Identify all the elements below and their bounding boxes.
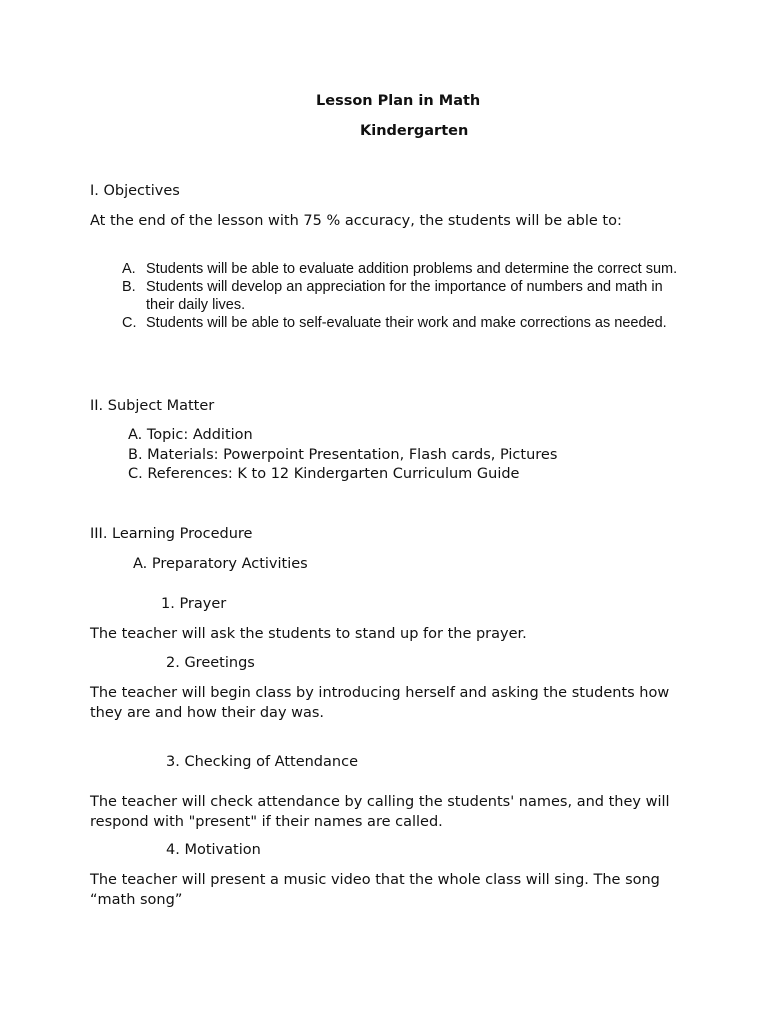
step-text-prayer: The teacher will ask the students to stand up for the prayer. [90, 626, 527, 642]
document-title: Lesson Plan in Math [316, 93, 481, 109]
procedure-heading: III. Learning Procedure [90, 526, 253, 542]
objective-text: Students will develop an appreciation for the importance of numbers and math in their daily lives. [146, 279, 663, 313]
subject-matter-item: C. References: K to 12 Kindergarten Curriculum Guide [128, 466, 520, 482]
objective-marker: C. [122, 315, 137, 331]
step-text-motivation: The teacher will present a music video that the whole class will sing. The song “math song” [90, 872, 660, 908]
step-text-greetings: The teacher will begin class by introducing herself and asking the students how they are and how their day was. [90, 685, 670, 721]
step-label-prayer: 1. Prayer [161, 596, 227, 612]
objective-marker: B. [122, 279, 136, 295]
procedure-subheading: A. Preparatory Activities [133, 556, 308, 572]
step-label-motivation: 4. Motivation [166, 842, 261, 858]
subject-matter-item: A. Topic: Addition [128, 427, 253, 443]
step-label-attendance: 3. Checking of Attendance [166, 754, 358, 770]
objective-text: Students will be able to evaluate addition problems and determine the correct sum. [146, 261, 678, 277]
objective-item [122, 314, 682, 332]
subject-matter-heading: II. Subject Matter [90, 398, 215, 414]
objectives-list [122, 260, 682, 332]
objective-text: Students will be able to self-evaluate their work and make corrections as needed. [146, 315, 667, 331]
objective-item [122, 278, 682, 314]
objectives-heading: I. Objectives [90, 183, 180, 199]
subject-matter-item: B. Materials: Powerpoint Presentation, Flash cards, Pictures [128, 446, 558, 463]
objectives-intro: At the end of the lesson with 75 % accuracy, the students will be able to: [90, 213, 622, 229]
objective-marker: A. [122, 261, 136, 277]
step-text-attendance: The teacher will check attendance by calling the students' names, and they will respond with "present" if their names are called. [90, 794, 670, 830]
subject-matter-list [128, 426, 557, 485]
document-subtitle: Kindergarten [360, 123, 469, 139]
step-label-greetings: 2. Greetings [166, 655, 255, 671]
objective-item [122, 260, 682, 278]
